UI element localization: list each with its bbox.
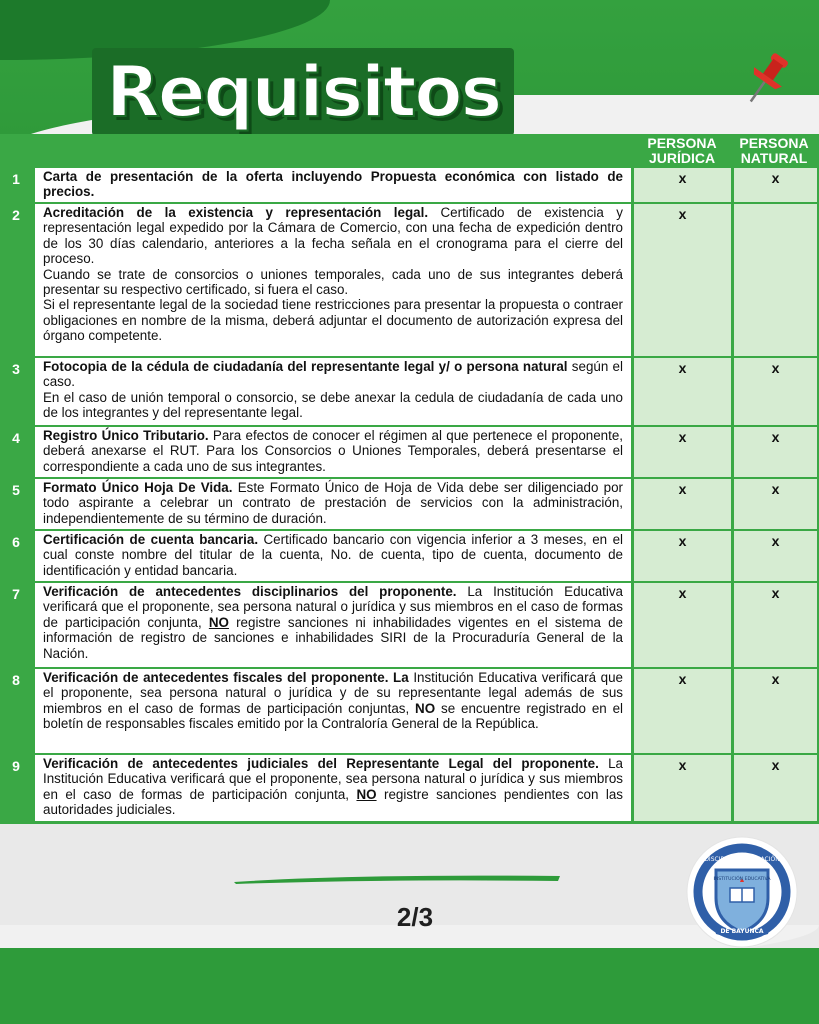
cell-persona-natural: x	[734, 427, 817, 477]
row-number: 7	[12, 586, 20, 602]
requirement-description: Verificación de antecedentes fiscales del proponente. La Institución Educativa verificará que el proponente, sea persona natural o jurídica y de su representante legal además de sus miembros en el caso de formas de participación conjuntas, NO se encuentre registrado en el boletín de responsables fiscales emitido por la Contraloría General de la República.	[35, 669, 631, 753]
cell-persona-natural: x	[734, 669, 817, 753]
requirement-description: Formato Único Hoja De Vida. Este Formato Único de Hoja de Vida debe ser diligenciado por todo aspirante a celebrar un contrato de prestación de servicios con la administración, independientemente de su término de duración.	[35, 479, 631, 529]
requirements-table	[0, 134, 819, 824]
table-row	[0, 427, 819, 477]
row-number: 3	[12, 361, 20, 377]
row-number: 5	[12, 482, 20, 498]
requirement-description: Registro Único Tributario. Para efectos de conocer el régimen al que pertenece el proponente, deberá anexarse el RUT. Para los Consorcios o Uniones Temporales, deberá presentarse el correspondiente a cada uno de sus integrantes.	[35, 427, 631, 477]
cell-persona-natural: x	[734, 479, 817, 529]
logo-inner-text: INSTITUCIÓN EDUCATIVA	[713, 877, 771, 882]
cell-persona-natural: x	[734, 168, 817, 202]
cell-persona-juridica: x	[634, 755, 731, 821]
table-row	[0, 358, 819, 425]
requirement-description: Verificación de antecedentes judiciales del Representante Legal del proponente. La Institución Educativa verificará que el proponente, sea persona natural o jurídica y sus miembros en el caso de formas de participación conjunta, NO registre sanciones pendientes con las autoridades judiciales.	[35, 755, 631, 821]
page-title: Requisitos	[106, 51, 501, 133]
cell-persona-natural: x	[734, 531, 817, 581]
page-indicator: 2/3	[396, 902, 434, 932]
cell-persona-natural: x	[734, 358, 817, 425]
table-row	[0, 204, 819, 356]
requirement-description: Carta de presentación de la oferta incluyendo Propuesta económica con listado de precios.	[35, 168, 631, 202]
table-row	[0, 669, 819, 753]
cell-persona-natural: x	[734, 755, 817, 821]
row-number: 9	[12, 758, 20, 774]
decorative-brush-line	[232, 872, 562, 884]
row-number: 8	[12, 672, 20, 688]
table-row	[0, 531, 819, 581]
title-banner	[92, 48, 514, 136]
requirement-description: Verificación de antecedentes disciplinarios del proponente. La Institución Educativa verificará que el proponente, sea persona natural o jurídica y sus miembros en el caso de formas de participación conjunta, NO registre sanciones ni inhabilidades vigentes en el sistema de información de registro de sanciones e inhabilidades SIRI de la Procuraduría General de la Nación.	[35, 583, 631, 667]
institution-logo	[686, 836, 798, 948]
header-persona-natural: PERSONA NATURAL	[739, 135, 809, 166]
table-header	[0, 134, 819, 168]
row-number: 4	[12, 430, 20, 446]
bottom-background	[0, 948, 819, 1024]
table-row	[0, 583, 819, 667]
cell-persona-juridica: x	[634, 358, 731, 425]
cell-persona-juridica: x	[634, 479, 731, 529]
cell-persona-juridica: x	[634, 531, 731, 581]
requirement-description: Certificación de cuenta bancaria. Certificado bancario con vigencia inferior a 3 meses, en el cual conste nombre del titular de la cuenta, No. de cuenta, tipo de cuenta, documento de identificación y entidad bancaria.	[35, 531, 631, 581]
table-row	[0, 479, 819, 529]
row-number: 6	[12, 534, 20, 550]
cell-persona-juridica: x	[634, 168, 731, 202]
cell-persona-juridica: x	[634, 427, 731, 477]
table-row	[0, 755, 819, 821]
cell-persona-natural	[734, 204, 817, 356]
cell-persona-juridica: x	[634, 669, 731, 753]
header-persona-juridica: PERSONA JURÍDICA	[647, 135, 717, 166]
logo-bottom-text: DE BAYUNCA	[720, 928, 764, 935]
requirement-description: Acreditación de la existencia y representación legal. Certificado de existencia y representación legal expedido por la Cámara de Comercio, con una fecha de expedición dentro de los 30 días calendario, anteriores a la fecha señala en el cronograma para el cierre del proceso. Cuando se trate de consorcios o uniones temporales, cada uno de sus integrantes deberá presentar su respectivo certificado, si fuera el caso. Si el representante legal de la sociedad tiene restricciones para presentar la propuesta o contraer obligaciones en nombre de la misma, deberá adjuntar el documento de autorización expresa del órgano competente.	[35, 204, 631, 356]
row-number: 1	[12, 171, 20, 187]
pushpin-icon	[736, 48, 796, 110]
cell-persona-juridica: x	[634, 204, 731, 356]
logo-ring-text: DISCIPLINA · EDUCACIÓN	[704, 856, 780, 863]
cell-persona-natural: x	[734, 583, 817, 667]
cell-persona-juridica: x	[634, 583, 731, 667]
requirement-description: Fotocopia de la cédula de ciudadanía del representante legal y/ o persona natural según el caso. En el caso de unión temporal o consorcio, se debe anexar la cedula de ciudadanía de cada uno de los integrantes y del representante legal.	[35, 358, 631, 425]
table-row	[0, 168, 819, 202]
row-number: 2	[12, 207, 20, 223]
